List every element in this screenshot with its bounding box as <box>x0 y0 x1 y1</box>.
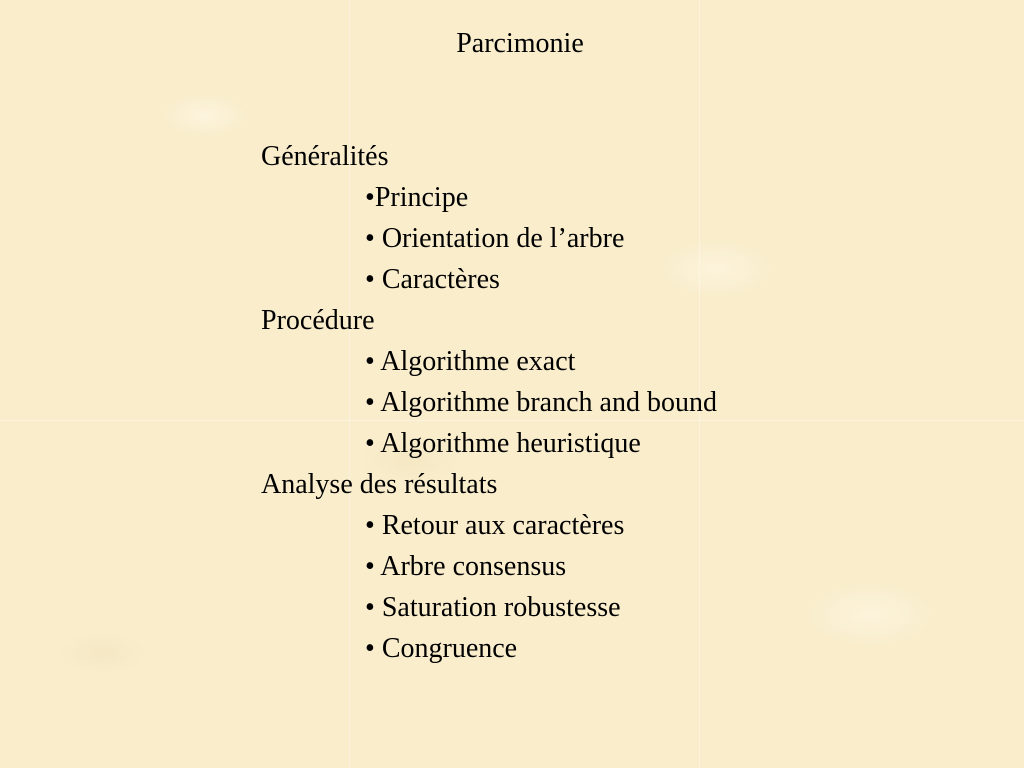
list-item-label: Retour aux caractères <box>381 510 625 541</box>
list-item-label: Congruence <box>381 633 518 664</box>
bullet-icon: • <box>365 592 382 623</box>
list-item-branch-and-bound <box>261 382 717 423</box>
list-item-orientation <box>261 218 717 259</box>
bullet-icon: • <box>365 182 375 213</box>
list-item-congruence <box>261 628 717 669</box>
section-heading-procedure: Procédure <box>261 305 375 336</box>
list-item-caracteres <box>261 259 717 300</box>
bullet-icon: • <box>365 387 381 418</box>
list-item-label: Algorithme branch and bound <box>380 387 717 418</box>
list-item-label: Algorithme exact <box>380 346 576 377</box>
outline <box>261 136 717 669</box>
list-item-label: Caractères <box>381 264 500 295</box>
list-item-principe <box>261 177 717 218</box>
slide-title: Parcimonie <box>456 28 584 59</box>
list-item-heuristique <box>261 423 717 464</box>
bullet-icon: • <box>365 223 382 254</box>
list-item-label: Principe <box>374 182 469 213</box>
bullet-icon: • <box>365 510 382 541</box>
list-item-label: Algorithme heuristique <box>380 428 641 459</box>
bullet-icon: • <box>365 264 382 295</box>
section-heading-generalites: Généralités <box>261 141 389 172</box>
list-item-algorithme-exact <box>261 341 717 382</box>
list-item-label: Saturation robustesse <box>381 592 621 623</box>
section-heading-analyse: Analyse des résultats <box>261 469 498 500</box>
list-item-arbre-consensus <box>261 546 717 587</box>
bullet-icon: • <box>365 551 381 582</box>
bullet-icon: • <box>365 346 381 377</box>
bullet-icon: • <box>365 633 382 664</box>
list-item-label: Orientation de l’arbre <box>381 223 625 254</box>
list-item-saturation <box>261 587 717 628</box>
list-item-label: Arbre consensus <box>380 551 567 582</box>
bullet-icon: • <box>365 428 381 459</box>
list-item-retour-caracteres <box>261 505 717 546</box>
